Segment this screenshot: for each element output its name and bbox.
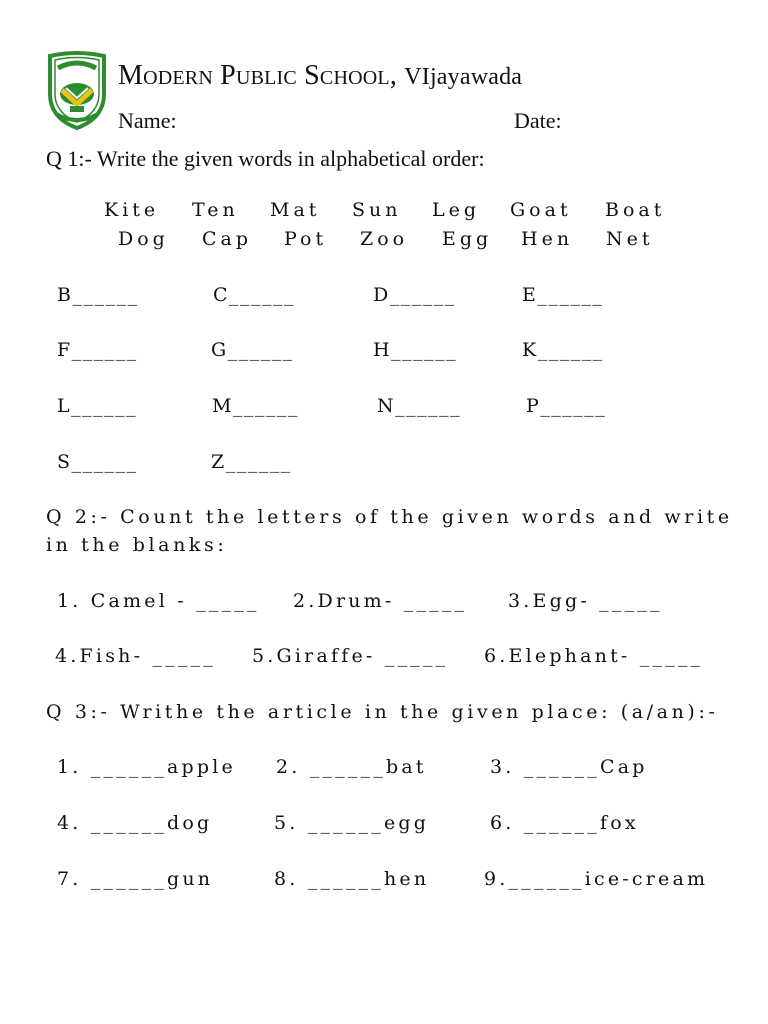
count-item: 3.Egg- _____ [508,590,663,612]
article-item: 4. ______dog [57,812,213,834]
letter-blank: G______ [211,339,294,361]
word-item: Kite [104,199,160,221]
name-label: Name: [118,108,177,133]
article-item: 7. ______gun [57,868,214,890]
school-crest-icon [44,50,110,130]
word-item: Hen [521,228,574,250]
word-item: Mat [270,199,321,221]
word-item: Dog [118,228,169,250]
letter-blank: B______ [57,284,139,306]
letter-blank: H______ [373,339,458,361]
school-logo [44,50,110,130]
article-item: 6. ______fox [490,812,639,834]
article-item: 5. ______egg [274,812,430,834]
school-name: Modern Public School, [118,60,398,91]
word-item: Sun [352,199,402,221]
article-item: 3. ______Cap [490,756,648,778]
school-city: VIjayawada [404,64,523,90]
word-item: Pot [284,228,328,250]
date-label: Date: [514,108,562,133]
school-name-heading [118,60,522,92]
letter-blank: M______ [212,395,299,417]
count-item: 6.Elephant- _____ [484,645,704,667]
count-item: 2.Drum- _____ [293,590,468,612]
article-item: 8. ______hen [274,868,430,890]
word-item: Boat [605,199,666,221]
word-item: Goat [510,199,572,221]
word-item: Net [606,228,654,250]
q3-prompt: Q 3:- Writhe the article in the given place: (a/an):- [46,701,719,723]
q2-prompt: Q 2:- Count the letters of the given words and write in the blanks: [46,506,733,556]
letter-blank: N______ [377,395,462,417]
word-item: Ten [192,199,239,221]
count-item: 4.Fish- _____ [55,645,216,667]
letter-blank: P______ [526,395,607,417]
article-item: 1. ______apple [57,756,236,778]
letter-blank: D______ [373,284,456,306]
letter-blank: K______ [522,339,604,361]
letter-blank: L______ [57,395,138,417]
word-item: Leg [432,199,481,221]
letter-blank: C______ [213,284,296,306]
letter-blank: E______ [522,284,604,306]
article-item: 2. ______bat [276,756,427,778]
q1-prompt: Q 1:- Write the given words in alphabetical order: [46,146,485,171]
article-item: 9.______ice-cream [484,868,709,890]
count-item: 1. Camel - _____ [57,590,260,612]
letter-blank: Z______ [211,451,292,473]
word-item: Zoo [360,228,409,250]
word-item: Cap [202,228,253,250]
word-item: Egg [442,228,493,250]
letter-blank: S______ [57,451,138,473]
letter-blank: F______ [57,339,138,361]
count-item: 5.Giraffe- _____ [252,645,449,667]
